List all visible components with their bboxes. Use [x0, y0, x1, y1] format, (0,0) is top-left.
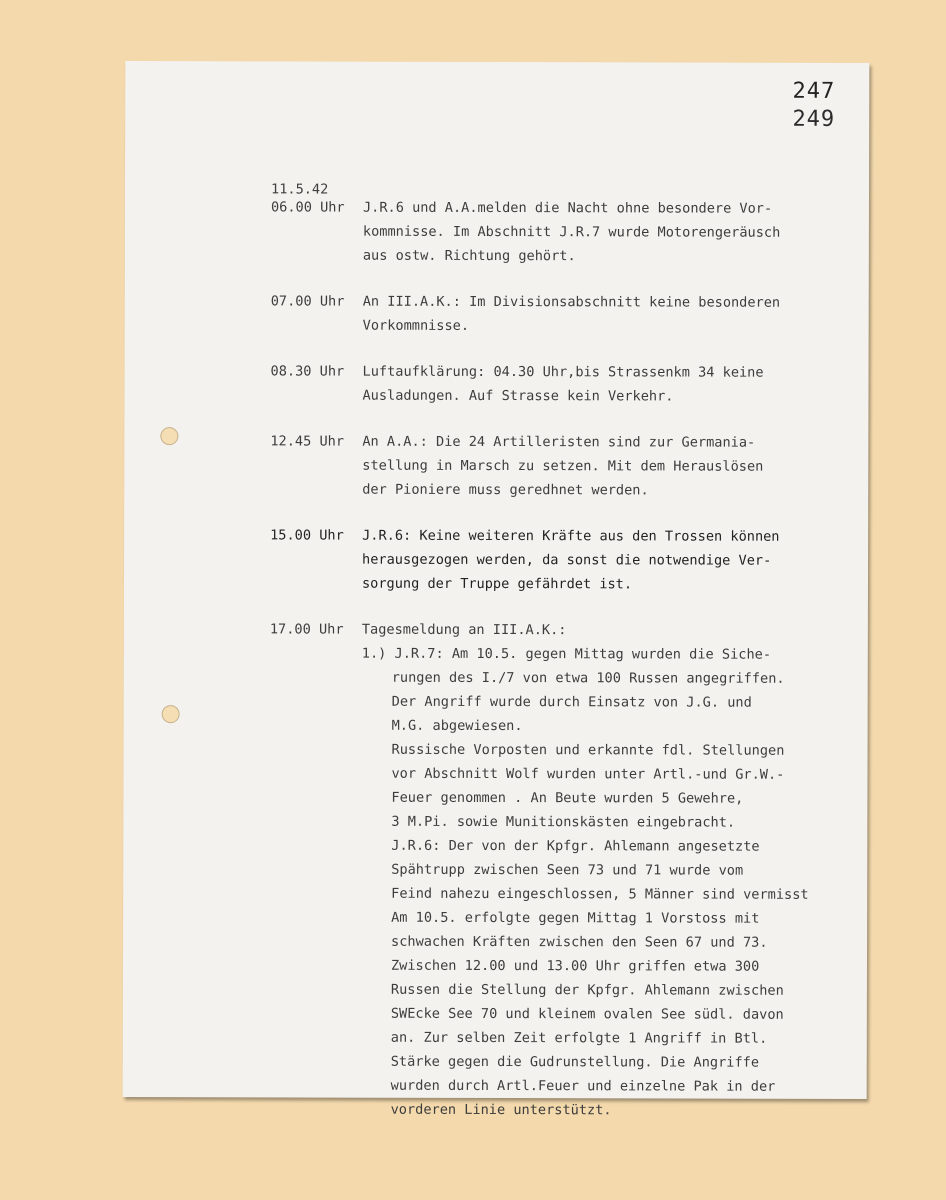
report-line: J.R.6: Der von der Kpfgr. Ahlemann angesetzte	[391, 837, 760, 855]
report-line: Russische Vorposten und erkannte fdl. Stellungen	[391, 741, 785, 759]
report-line-first	[362, 642, 850, 667]
punch-hole	[162, 705, 180, 723]
entry-line: Luftaufklärung: 04.30 Uhr,bis Strassenkm 34 keine	[362, 363, 764, 381]
entry-line: J.R.6: Keine weiteren Kräfte aus den Trossen können	[362, 527, 780, 545]
daily-report-entry	[269, 617, 850, 1123]
war-diary-text	[269, 183, 851, 1123]
page-number-handwritten: 249	[792, 106, 836, 132]
entry-body	[362, 524, 850, 597]
item-marker: 1.)	[361, 645, 387, 662]
entry-time: 15.00 Uhr	[270, 527, 344, 544]
report-line: wurden durch Artl.Feuer und einzelne Pak in der	[390, 1077, 776, 1095]
entry-line: kommnisse. Im Abschnitt J.R.7 wurde Motorengeräusch	[362, 223, 781, 241]
entry-line: J.R.6 und A.A.melden die Nacht ohne besondere Vor-	[362, 199, 773, 217]
entry-body	[363, 196, 851, 269]
report-line: vorderen Linie unterstützt.	[390, 1101, 612, 1119]
report-body	[361, 618, 850, 1123]
diary-entry	[270, 523, 850, 597]
entry-line: der Pioniere muss geredhnet werden.	[362, 481, 649, 499]
entry-time: 07.00 Uhr	[270, 293, 345, 310]
report-line: Feuer genommen . An Beute wurden 5 Gewehre,	[391, 789, 744, 807]
diary-entry	[270, 429, 850, 503]
entry-line: sorgung der Truppe gefährdet ist.	[361, 575, 633, 593]
entry-line: Ausladungen. Auf Strasse kein Verkehr.	[362, 387, 674, 405]
entry-line: An A.A.: Die 24 Artilleristen sind zur Germania-	[362, 433, 756, 451]
report-line: M.G. abgewiesen.	[391, 717, 523, 735]
report-heading: Tagesmeldung an III.A.K.:	[361, 621, 567, 639]
entry-time: 08.30 Uhr	[270, 363, 345, 380]
report-line: Feind nahezu eingeschlossen, 5 Männer sind vermisst	[391, 885, 809, 903]
report-line: SWEcke See 70 und kleinem ovalen See südl. davon	[390, 1005, 784, 1023]
report-line: Am 10.5. erfolgte gegen Mittag 1 Vorstoss mit	[391, 909, 760, 927]
entry-line: stellung in Marsch zu setzen. Mit dem Herauslösen	[362, 457, 764, 475]
report-line: Der Angriff wurde durch Einsatz von J.G. und	[391, 693, 752, 711]
entry-body	[362, 360, 850, 409]
punch-hole	[160, 427, 178, 445]
entry-line: herausgezogen werden, da sonst die notwendige Ver-	[362, 551, 772, 569]
entry-time: 17.00 Uhr	[269, 621, 344, 638]
entry-body	[363, 290, 851, 339]
entry-line: An III.A.K.: Im Divisionsabschnitt keine besonderen	[362, 293, 781, 311]
document-page	[123, 61, 870, 1119]
report-line: J.R.7: Am 10.5. gegen Mittag wurden die Siche-	[394, 645, 772, 663]
entry-line: aus ostw. Richtung gehört.	[362, 247, 576, 265]
entry-line: Vorkommnisse.	[362, 317, 470, 334]
report-line: Stärke gegen die Gudrunstellung. Die Angriffe	[390, 1053, 760, 1071]
entry-date: 11.5.42	[271, 181, 329, 198]
report-line: Spähtrupp zwischen Seen 73 und 71 wurde vom	[391, 861, 744, 879]
report-line: schwachen Kräften zwischen den Seen 67 und 73.	[391, 933, 768, 951]
report-line: Zwischen 12.00 und 13.00 Uhr griffen etwa 300	[390, 957, 760, 975]
diary-entry	[271, 289, 851, 339]
diary-entry	[271, 195, 851, 269]
report-line: rungen des I./7 von etwa 100 Russen angegriffen.	[391, 669, 785, 687]
report-line: 3 M.Pi. sowie Munitionskästen eingebracht.	[391, 813, 736, 831]
report-line: vor Abschnitt Wolf wurden unter Artl.-und Gr.W.-	[391, 765, 785, 783]
entry-body	[362, 430, 850, 503]
diary-entry	[270, 359, 850, 409]
report-item	[361, 642, 850, 1123]
entry-time: 12.45 Uhr	[270, 433, 345, 450]
page-number-stamp: 247	[792, 78, 836, 104]
report-line: an. Zur selben Zeit erfolgte 1 Angriff in Btl.	[390, 1029, 768, 1047]
entry-time: 06.00 Uhr	[270, 199, 345, 216]
report-line: Russen die Stellung der Kpfgr. Ahlemann zwischen	[390, 981, 784, 999]
